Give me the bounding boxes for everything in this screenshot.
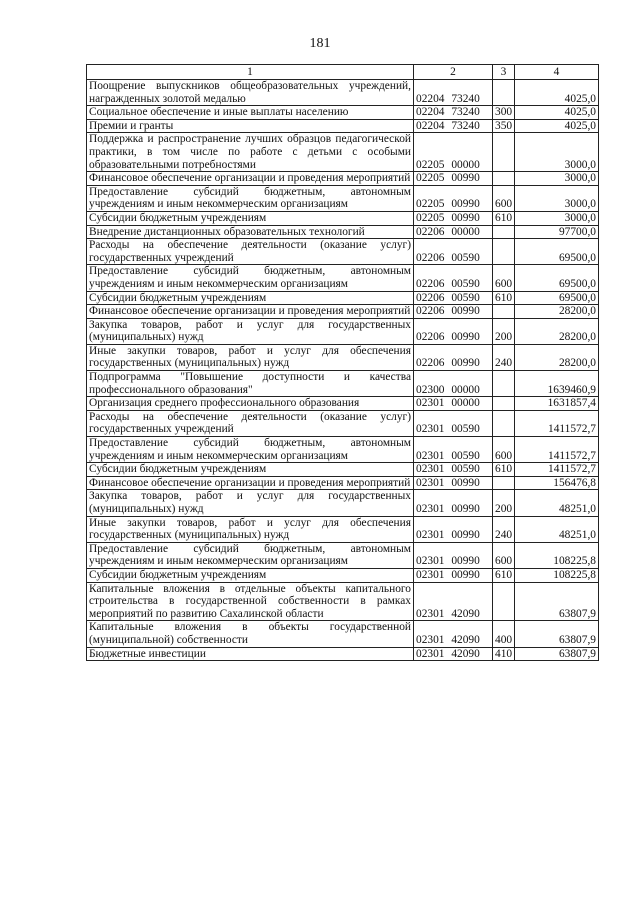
row-name-cell: Предоставление субсидий бюджетным, автономным учреждениям и иным некоммерческим организациям xyxy=(87,265,414,291)
row-type-cell xyxy=(493,476,515,490)
row-code-cell: 02206 00990 xyxy=(414,318,493,344)
row-code-cell: 02205 00000 xyxy=(414,133,493,172)
row-name-cell: Субсидии бюджетным учреждениям xyxy=(87,211,414,225)
row-code-cell: 02301 00990 xyxy=(414,516,493,542)
table-row xyxy=(87,397,599,411)
table-row xyxy=(87,410,599,436)
page-number: 181 xyxy=(309,36,331,51)
row-name-cell: Субсидии бюджетным учреждениям xyxy=(87,568,414,582)
table-row xyxy=(87,568,599,582)
row-code-cell: 02301 00990 xyxy=(414,542,493,568)
row-type-cell: 200 xyxy=(493,490,515,516)
row-name-cell: Подпрограмма "Повышение доступности и качества профессионального образования" xyxy=(87,371,414,397)
row-name-cell: Предоставление субсидий бюджетным, автономным учреждениям и иным некоммерческим организациям xyxy=(87,542,414,568)
row-sum-cell: 69500,0 xyxy=(515,291,599,305)
row-sum-cell: 108225,8 xyxy=(515,542,599,568)
row-sum-cell: 69500,0 xyxy=(515,239,599,265)
row-sum-cell: 69500,0 xyxy=(515,265,599,291)
table-row xyxy=(87,490,599,516)
row-code-cell: 02206 00000 xyxy=(414,225,493,239)
row-type-cell: 600 xyxy=(493,265,515,291)
table-row xyxy=(87,133,599,172)
row-type-cell xyxy=(493,410,515,436)
row-code-cell: 02206 00590 xyxy=(414,265,493,291)
row-type-cell: 300 xyxy=(493,106,515,120)
header-col-1: 1 xyxy=(87,65,414,80)
row-code-cell: 02301 42090 xyxy=(414,647,493,661)
row-type-cell: 600 xyxy=(493,185,515,211)
row-sum-cell: 28200,0 xyxy=(515,344,599,370)
row-name-cell: Внедрение дистанционных образовательных технологий xyxy=(87,225,414,239)
row-name-cell: Расходы на обеспечение деятельности (оказание услуг) государственных учреждений xyxy=(87,410,414,436)
row-code-cell: 02206 00990 xyxy=(414,344,493,370)
header-col-4: 4 xyxy=(515,65,599,80)
header-col-3: 3 xyxy=(493,65,515,80)
row-sum-cell: 3000,0 xyxy=(515,211,599,225)
table-row xyxy=(87,647,599,661)
row-name-cell: Капитальные вложения в объекты государственной (муниципальной) собственности xyxy=(87,621,414,647)
row-sum-cell: 4025,0 xyxy=(515,119,599,133)
row-code-cell: 02205 00990 xyxy=(414,211,493,225)
row-type-cell xyxy=(493,225,515,239)
row-code-cell: 02301 00990 xyxy=(414,568,493,582)
row-sum-cell: 48251,0 xyxy=(515,516,599,542)
row-type-cell: 610 xyxy=(493,463,515,477)
row-sum-cell: 28200,0 xyxy=(515,305,599,319)
table-row xyxy=(87,621,599,647)
table-row xyxy=(87,371,599,397)
row-type-cell: 240 xyxy=(493,344,515,370)
table-row xyxy=(87,291,599,305)
row-name-cell: Социальное обеспечение и иные выплаты населению xyxy=(87,106,414,120)
row-name-cell: Иные закупки товаров, работ и услуг для обеспечения государственных (муниципальных) нужд xyxy=(87,344,414,370)
row-type-cell xyxy=(493,305,515,319)
row-code-cell: 02205 00990 xyxy=(414,185,493,211)
row-sum-cell: 63807,9 xyxy=(515,582,599,621)
row-sum-cell: 4025,0 xyxy=(515,106,599,120)
row-sum-cell: 3000,0 xyxy=(515,172,599,186)
table-row xyxy=(87,185,599,211)
row-type-cell: 410 xyxy=(493,647,515,661)
row-sum-cell: 1411572,7 xyxy=(515,463,599,477)
table-row xyxy=(87,80,599,106)
row-code-cell: 02301 42090 xyxy=(414,621,493,647)
row-name-cell: Поощрение выпускников общеобразовательных учреждений, награжденных золотой медалью xyxy=(87,80,414,106)
row-code-cell: 02300 00000 xyxy=(414,371,493,397)
row-sum-cell: 3000,0 xyxy=(515,185,599,211)
row-type-cell xyxy=(493,239,515,265)
row-code-cell: 02301 42090 xyxy=(414,582,493,621)
row-name-cell: Закупка товаров, работ и услуг для государственных (муниципальных) нужд xyxy=(87,490,414,516)
row-code-cell: 02204 73240 xyxy=(414,106,493,120)
row-type-cell: 600 xyxy=(493,542,515,568)
table-row xyxy=(87,211,599,225)
row-name-cell: Субсидии бюджетным учреждениям xyxy=(87,291,414,305)
row-name-cell: Субсидии бюджетным учреждениям xyxy=(87,463,414,477)
row-code-cell: 02301 00000 xyxy=(414,397,493,411)
row-code-cell: 02301 00590 xyxy=(414,437,493,463)
row-sum-cell: 3000,0 xyxy=(515,133,599,172)
table-row xyxy=(87,318,599,344)
row-name-cell: Капитальные вложения в отдельные объекты капитального строительства в государственной собственности в рамках мероприятий по развитию Сахалинской области xyxy=(87,582,414,621)
table-row xyxy=(87,119,599,133)
row-type-cell xyxy=(493,371,515,397)
row-type-cell: 610 xyxy=(493,568,515,582)
table-row xyxy=(87,106,599,120)
row-name-cell: Предоставление субсидий бюджетным, автономным учреждениям и иным некоммерческим организациям xyxy=(87,185,414,211)
row-type-cell xyxy=(493,80,515,106)
row-name-cell: Бюджетные инвестиции xyxy=(87,647,414,661)
row-name-cell: Расходы на обеспечение деятельности (оказание услуг) государственных учреждений xyxy=(87,239,414,265)
row-code-cell: 02204 73240 xyxy=(414,119,493,133)
table-row xyxy=(87,344,599,370)
table-body xyxy=(87,80,599,661)
row-code-cell: 02301 00990 xyxy=(414,476,493,490)
table-row xyxy=(87,516,599,542)
row-sum-cell: 28200,0 xyxy=(515,318,599,344)
row-code-cell: 02301 00590 xyxy=(414,463,493,477)
table-header-row xyxy=(87,65,599,80)
table-row xyxy=(87,265,599,291)
row-sum-cell: 97700,0 xyxy=(515,225,599,239)
row-sum-cell: 1639460,9 xyxy=(515,371,599,397)
row-type-cell: 350 xyxy=(493,119,515,133)
row-sum-cell: 108225,8 xyxy=(515,568,599,582)
row-type-cell: 610 xyxy=(493,291,515,305)
row-type-cell: 200 xyxy=(493,318,515,344)
header-col-2: 2 xyxy=(414,65,493,80)
row-name-cell: Организация среднего профессионального образования xyxy=(87,397,414,411)
row-type-cell: 600 xyxy=(493,437,515,463)
table-row xyxy=(87,225,599,239)
row-name-cell: Иные закупки товаров, работ и услуг для обеспечения государственных (муниципальных) нужд xyxy=(87,516,414,542)
row-name-cell: Поддержка и распространение лучших образцов педагогической практики, в том числе по работе с детьми с особыми образовательными потребностями xyxy=(87,133,414,172)
table-row xyxy=(87,542,599,568)
table-row xyxy=(87,437,599,463)
table-row xyxy=(87,463,599,477)
row-type-cell: 240 xyxy=(493,516,515,542)
row-name-cell: Премии и гранты xyxy=(87,119,414,133)
row-type-cell: 400 xyxy=(493,621,515,647)
row-code-cell: 02205 00990 xyxy=(414,172,493,186)
row-sum-cell: 1411572,7 xyxy=(515,437,599,463)
budget-table xyxy=(86,64,599,661)
row-sum-cell: 4025,0 xyxy=(515,80,599,106)
row-name-cell: Финансовое обеспечение организации и проведения мероприятий xyxy=(87,305,414,319)
row-code-cell: 02206 00590 xyxy=(414,239,493,265)
table-row xyxy=(87,305,599,319)
row-name-cell: Финансовое обеспечение организации и проведения мероприятий xyxy=(87,172,414,186)
table-row xyxy=(87,239,599,265)
row-type-cell: 610 xyxy=(493,211,515,225)
row-name-cell: Закупка товаров, работ и услуг для государственных (муниципальных) нужд xyxy=(87,318,414,344)
row-code-cell: 02206 00590 xyxy=(414,291,493,305)
row-code-cell: 02301 00590 xyxy=(414,410,493,436)
table-row xyxy=(87,172,599,186)
row-sum-cell: 1631857,4 xyxy=(515,397,599,411)
row-name-cell: Предоставление субсидий бюджетным, автономным учреждениям и иным некоммерческим организациям xyxy=(87,437,414,463)
row-sum-cell: 156476,8 xyxy=(515,476,599,490)
row-type-cell xyxy=(493,582,515,621)
row-code-cell: 02206 00990 xyxy=(414,305,493,319)
row-type-cell xyxy=(493,133,515,172)
row-sum-cell: 63807,9 xyxy=(515,621,599,647)
row-sum-cell: 63807,9 xyxy=(515,647,599,661)
row-sum-cell: 48251,0 xyxy=(515,490,599,516)
table-row xyxy=(87,582,599,621)
row-code-cell: 02204 73240 xyxy=(414,80,493,106)
row-sum-cell: 1411572,7 xyxy=(515,410,599,436)
table-row xyxy=(87,476,599,490)
row-code-cell: 02301 00990 xyxy=(414,490,493,516)
row-type-cell xyxy=(493,172,515,186)
row-name-cell: Финансовое обеспечение организации и проведения мероприятий xyxy=(87,476,414,490)
row-type-cell xyxy=(493,397,515,411)
